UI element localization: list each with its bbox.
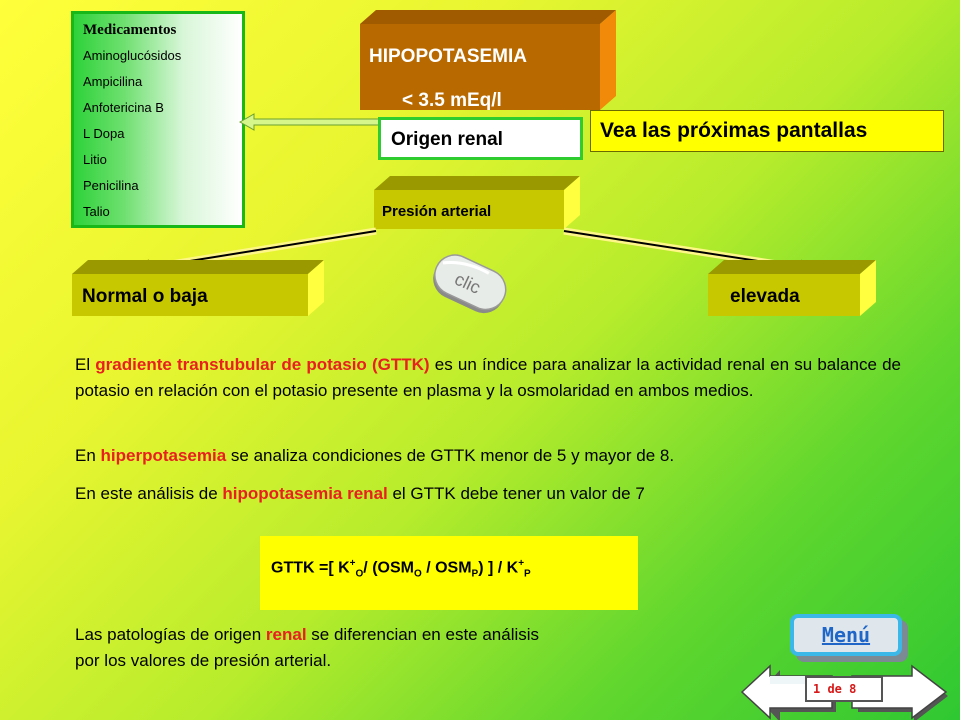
- medication-item: L Dopa: [83, 126, 125, 141]
- menu-button-wrapper: [790, 614, 910, 664]
- hipopotasemia-value: < 3.5 mEq/l: [402, 90, 502, 111]
- menu-button[interactable]: Menú: [790, 614, 902, 656]
- paragraph-gttk: El gradiente transtubular de potasio (GTTK) es un índice para analizar la actividad renal en su balance de potasio en relación con el potasio presente en plasma y la osmolaridad en ambos medios.: [75, 355, 901, 400]
- medication-item: Litio: [83, 152, 107, 167]
- medication-item: Talio: [83, 204, 110, 219]
- normal-o-baja-box: [72, 260, 324, 316]
- box-top-face: [708, 260, 876, 274]
- paragraph-hiperpotasemia: En hiperpotasemia se analiza condiciones de GTTK menor de 5 y mayor de 8.: [75, 446, 675, 465]
- page-navigation: [740, 664, 954, 720]
- clic-label: clic: [451, 268, 484, 298]
- origen-renal-box: Origen renal: [378, 117, 583, 160]
- page-indicator: 1 de 8: [805, 676, 883, 702]
- elevada-box: [708, 260, 876, 316]
- next-screens-banner: Vea las próximas pantallas: [590, 110, 944, 152]
- paragraph-hipopotasemia-renal: En este análisis de hipopotasemia renal el GTTK debe tener un valor de 7: [75, 484, 645, 503]
- medications-title: Medicamentos: [83, 22, 177, 38]
- medication-item: Aminoglucósidos: [83, 48, 182, 63]
- box-top-face: [72, 260, 324, 274]
- normal-o-baja-label: Normal o baja: [72, 274, 308, 316]
- hipopotasemia-title: HIPOPOTASEMIA: [369, 46, 527, 67]
- medication-item: Ampicilina: [83, 74, 143, 89]
- gttk-formula: GTTK =[ $K^+_O/$ $(OSM_O / OSM_P)$ ] / $K^+_P$: [260, 536, 638, 610]
- elevada-label: elevada: [708, 274, 860, 316]
- medication-item: Anfotericina B: [83, 100, 164, 115]
- mouse-button-icon: [426, 250, 512, 320]
- clic-button[interactable]: [426, 250, 512, 320]
- paragraph-patologias: Las patologías de origen renal se diferencian en este análisis por los valores de presión arterial.: [75, 625, 540, 670]
- presion-arterial-label: Presión arterial: [374, 190, 564, 229]
- medication-item: Penicilina: [83, 178, 139, 193]
